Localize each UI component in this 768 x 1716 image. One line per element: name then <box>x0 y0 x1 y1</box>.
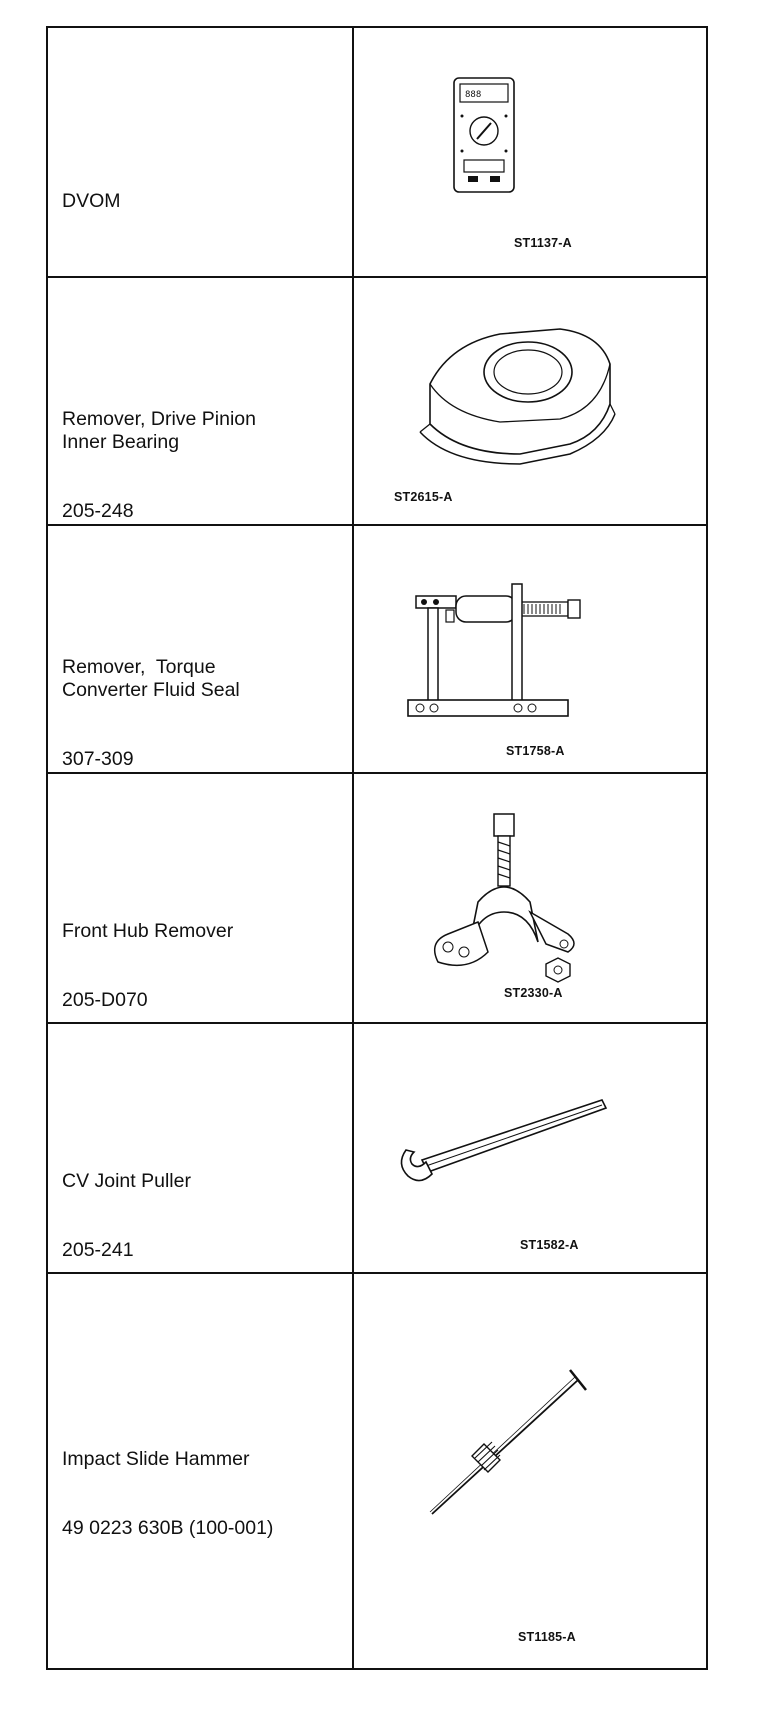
illustration-code: ST2615-A <box>394 490 453 504</box>
tool-illustration-cell <box>354 1024 706 1272</box>
tool-row-front-hub-remover <box>48 772 706 1022</box>
illustration-code: ST1758-A <box>506 744 565 758</box>
svg-text:888: 888 <box>465 90 482 100</box>
tool-row-drive-pinion-remover <box>48 276 706 524</box>
slide-hammer-illustration <box>420 1364 590 1524</box>
hub-remover-illustration <box>418 812 598 992</box>
tool-name: CV Joint Puller <box>62 1170 191 1192</box>
tool-row-cv-joint-puller <box>48 1022 706 1272</box>
special-tools-table <box>46 26 708 1670</box>
tool-number: 307-309 <box>62 748 134 770</box>
tool-number: 205-D070 <box>62 989 148 1011</box>
tool-number: 205-241 <box>62 1239 134 1261</box>
tool-name: Front Hub Remover <box>62 920 234 942</box>
illustration-code: ST1582-A <box>520 1238 579 1252</box>
tool-name: Remover, Drive Pinion Inner Bearing <box>62 408 256 453</box>
tool-illustration-cell <box>354 526 706 772</box>
illustration-code: ST2330-A <box>504 986 563 1000</box>
multimeter-illustration <box>452 76 522 196</box>
bearing-remover-illustration <box>410 314 620 474</box>
seal-remover-illustration <box>406 574 606 724</box>
tool-description <box>62 144 121 259</box>
tool-illustration-cell <box>354 28 706 276</box>
tool-description <box>62 1402 273 1586</box>
cv-joint-puller-illustration <box>392 1090 612 1190</box>
tool-row-dvom <box>48 28 706 276</box>
tool-row-converter-seal-remover <box>48 524 706 772</box>
tool-name: Remover, Torque Converter Fluid Seal <box>62 656 240 701</box>
illustration-code: ST1185-A <box>518 1630 576 1644</box>
tool-illustration-cell <box>354 278 706 524</box>
tool-name: DVOM <box>62 190 121 212</box>
illustration-code: ST1137-A <box>514 236 572 250</box>
tool-name: Impact Slide Hammer <box>62 1448 250 1470</box>
tool-illustration-cell <box>354 1274 706 1668</box>
tool-row-impact-slide-hammer <box>48 1272 706 1668</box>
tool-illustration-cell <box>354 774 706 1022</box>
tool-number: 205-248 <box>62 500 134 522</box>
tool-number: 49 0223 630B (100-001) <box>62 1517 274 1539</box>
